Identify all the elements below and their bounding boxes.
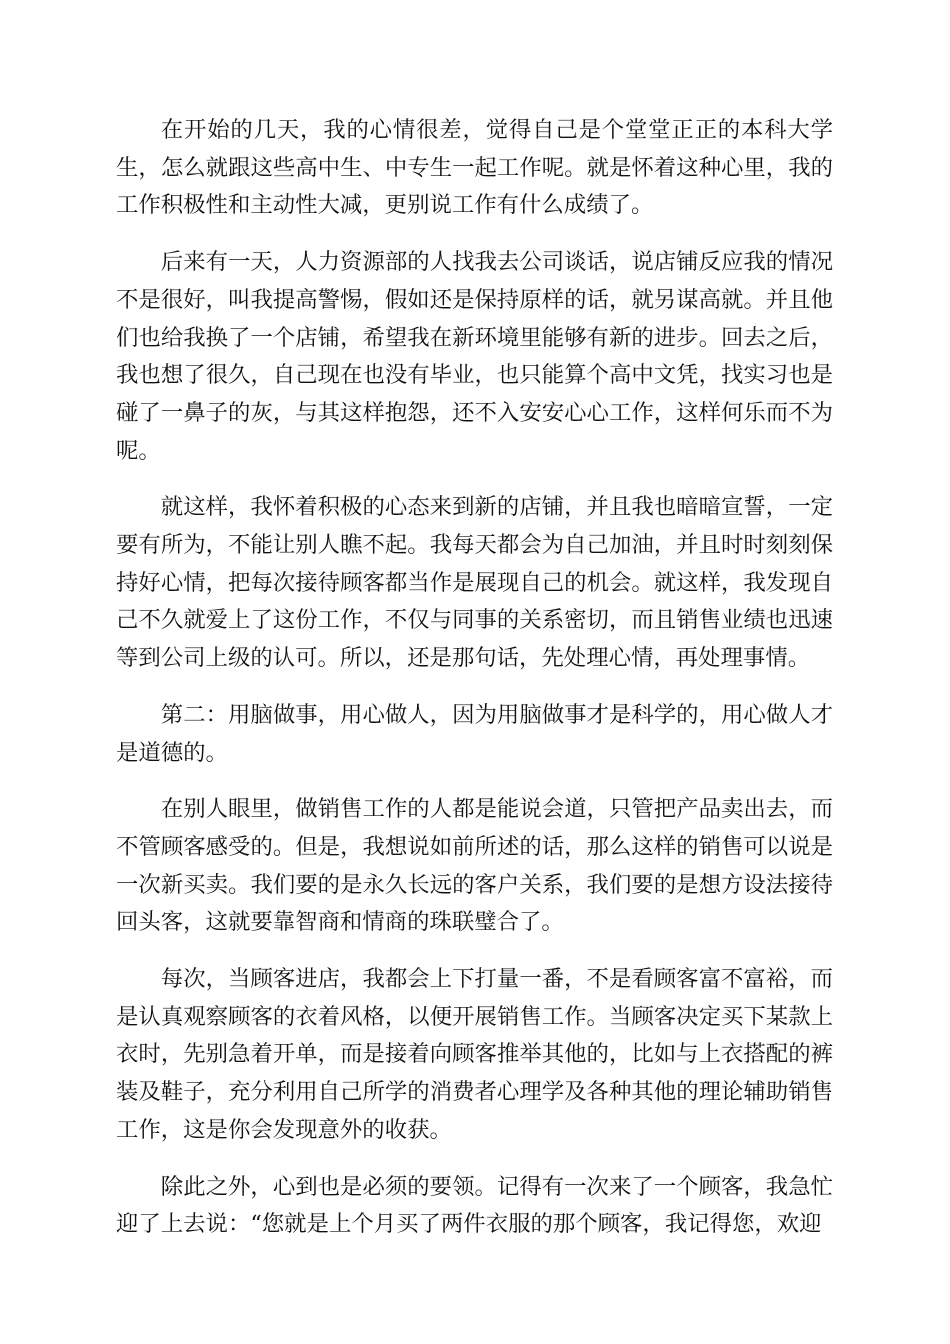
paragraph-4: 第二：用脑做事，用心做人，因为用脑做事才是科学的，用心做人才是道德的。: [116, 701, 833, 766]
document-body: [116, 112, 833, 1263]
paragraph-5: 在别人眼里，做销售工作的人都是能说会道，只管把产品卖出去，而不管顾客感受的。但是，我想说如前所述的话，那么这样的销售可以说是一次新买卖。我们要的是永久长远的客户关系，我们要的是想方设法接待回头客，这就要靠智商和情商的珠联璧合了。: [116, 796, 833, 936]
paragraph-2: 后来有一天，人力资源部的人找我去公司谈话，说店铺反应我的情况不是很好，叫我提高警惕，假如还是保持原样的话，就另谋高就。并且他们也给我换了一个店铺，希望我在新环境里能够有新的进步。回去之后，我也想了很久，自己现在也没有毕业，也只能算个高中文凭，找实习也是碰了一鼻子的灰，与其这样抱怨，还不入安安心心工作，这样何乐而不为呢。: [116, 249, 833, 464]
paragraph-7: 除此之外，心到也是必须的要领。记得有一次来了一个顾客，我急忙迎了上去说：“您就是上个月买了两件衣服的那个顾客，我记得您，欢迎: [116, 1173, 833, 1238]
paragraph-3: 就这样，我怀着积极的心态来到新的店铺，并且我也暗暗宣誓，一定要有所为，不能让别人瞧不起。我每天都会为自己加油，并且时时刻刻保持好心情，把每次接待顾客都当作是展现自己的机会。就这样，我发现自己不久就爱上了这份工作，不仅与同事的关系密切，而且销售业绩也迅速等到公司上级的认可。所以，还是那句话，先处理心情，再处理事情。: [116, 494, 833, 672]
paragraph-1: 在开始的几天，我的心情很差，觉得自己是个堂堂正正的本科大学生，怎么就跟这些高中生、中专生一起工作呢。就是怀着这种心里，我的工作积极性和主动性大减，更别说工作有什么成绩了。: [116, 117, 833, 219]
paragraph-6: 每次，当顾客进店，我都会上下打量一番，不是看顾客富不富裕，而是认真观察顾客的衣着风格，以便开展销售工作。当顾客决定买下某款上衣时，先别急着开单，而是接着向顾客推举其他的，比如与上衣搭配的裤装及鞋子，充分利用自己所学的消费者心理学及各种其他的理论辅助销售工作，这是你会发现意外的收获。: [116, 966, 833, 1143]
